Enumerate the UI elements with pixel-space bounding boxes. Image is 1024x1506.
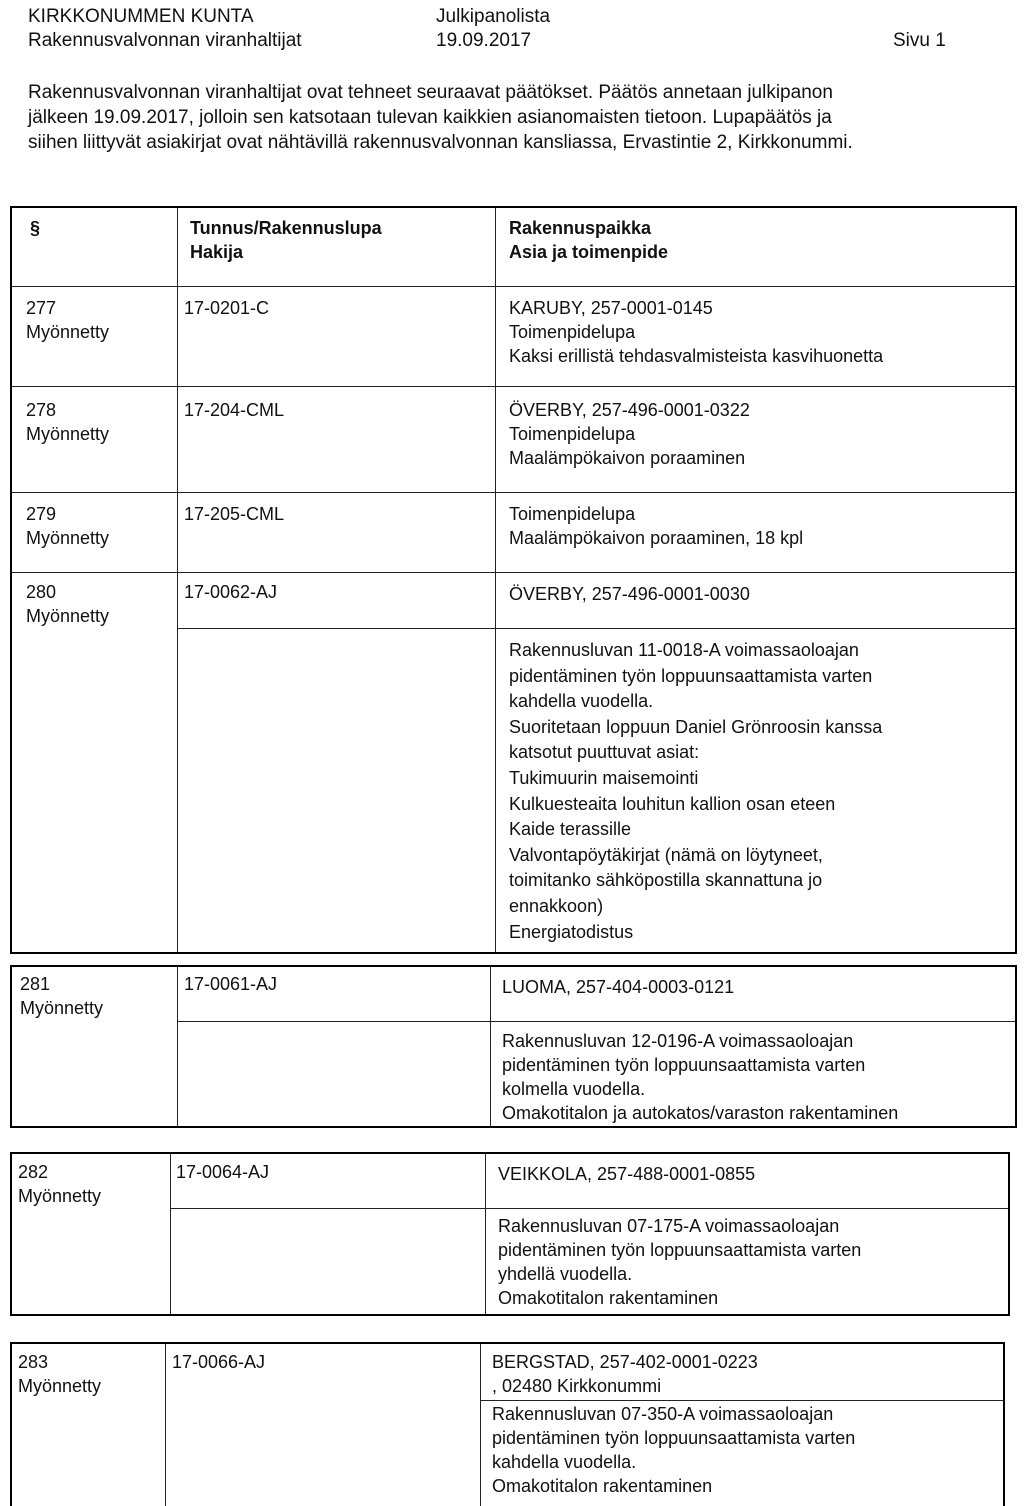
decision-details: Rakennusluvan 11-0018-A voimassaoloajan pidentäminen työn loppuunsaattamista varten kahdella vuodella. Suoritetaan loppuun Daniel Grönroosin kanssa katsotut puuttuvat asiat: Tukimuurin maisemointi Kulkuesteaita louhitun kallion osan eteen Kaide terassille Valvontapöytäkirjat (nämä on löytyneet, toimitanko sähköpostilla skannattuna jo ennakkoon) Energiatodistus: [509, 640, 883, 942]
column-divider: [177, 208, 178, 952]
column-divider: [495, 208, 496, 952]
department-name: Rakennusvalvonnan viranhaltijat: [28, 30, 302, 51]
building-location: ÖVERBY, 257-496-0001-0030: [509, 584, 750, 604]
intro-line: Rakennusvalvonnan viranhaltijat ovat tehneet seuraavat päätökset. Päätös annetaan julkipanon: [28, 82, 833, 103]
decisions-table-282: [10, 1152, 1010, 1316]
table-row: [12, 386, 1015, 387]
column-divider: [480, 1344, 481, 1506]
column-divider: [490, 967, 491, 1126]
decision-number: 280 Myönnetty: [26, 582, 110, 626]
decision-details: Rakennusluvan 12-0196-A voimassaoloajan pidentäminen työn loppuunsaattamista varten kolmella vuodella. Omakotitalon ja autokatos/varaston rakentaminen: [502, 1031, 899, 1123]
decision-details: Toimenpidelupa Maalämpökaivon poraaminen, 18 kpl: [509, 504, 804, 548]
permit-id: 17-205-CML: [184, 504, 285, 524]
decisions-table-main: [10, 206, 1017, 954]
document-date: 19.09.2017: [436, 30, 532, 51]
permit-id: 17-0062-AJ: [184, 582, 278, 602]
location-column-header: Rakennuspaikka Asia ja toimenpide: [509, 218, 669, 262]
decisions-table-283: [10, 1342, 1005, 1506]
permit-id: 17-204-CML: [184, 400, 285, 420]
intro-line: jälkeen 19.09.2017, jolloin sen katsotaan tulevan kaikkien asianomaisten tietoon. Lupapäätös ja: [28, 107, 832, 128]
cell-divider: [480, 1400, 1003, 1401]
permit-id: 17-0066-AJ: [172, 1352, 266, 1372]
cell-divider: [170, 1208, 1008, 1209]
page-number: Sivu 1: [893, 30, 946, 51]
cell-divider: [177, 1021, 1015, 1022]
decisions-table-281: [10, 965, 1017, 1128]
permit-id: 17-0064-AJ: [176, 1162, 270, 1182]
decision-number: 277 Myönnetty: [26, 298, 110, 342]
table-row: [12, 572, 1015, 573]
decision-number: 282 Myönnetty: [18, 1162, 102, 1206]
table-row: [12, 286, 1015, 287]
decision-details: Rakennusluvan 07-175-A voimassaoloajan pidentäminen työn loppuunsaattamista varten yhdellä vuodella. Omakotitalon rakentaminen: [498, 1216, 862, 1308]
permit-id: 17-0061-AJ: [184, 974, 278, 994]
decision-number: 278 Myönnetty: [26, 400, 110, 444]
decision-number: 281 Myönnetty: [20, 974, 104, 1018]
column-divider: [165, 1344, 166, 1506]
municipality-name: KIRKKONUMMEN KUNTA: [28, 6, 254, 27]
column-divider: [170, 1154, 171, 1314]
column-divider: [177, 967, 178, 1126]
decision-number: 279 Myönnetty: [26, 504, 110, 548]
building-location: BERGSTAD, 257-402-0001-0223 , 02480 Kirkkonummi: [492, 1352, 758, 1396]
intro-paragraph: [28, 80, 1003, 155]
table-row: [12, 492, 1015, 493]
document-title: Julkipanolista: [436, 6, 551, 27]
building-location: LUOMA, 257-404-0003-0121: [502, 977, 735, 997]
decision-details: KARUBY, 257-0001-0145 Toimenpidelupa Kaksi erillistä tehdasvalmisteista kasvihuonetta: [509, 298, 884, 366]
decision-details: Rakennusluvan 07-350-A voimassaoloajan pidentäminen työn loppuunsaattamista varten kahdella vuodella. Omakotitalon rakentaminen: [492, 1404, 856, 1496]
decision-details: ÖVERBY, 257-496-0001-0322 Toimenpidelupa Maalämpökaivon poraaminen: [509, 400, 750, 468]
section-symbol-header: §: [30, 218, 41, 238]
cell-divider: [177, 628, 1015, 629]
decision-number: 283 Myönnetty: [18, 1352, 102, 1396]
permit-id: 17-0201-C: [184, 298, 270, 318]
column-divider: [485, 1154, 486, 1314]
intro-line: siihen liittyvät asiakirjat ovat nähtävillä rakennusvalvonnan kansliassa, Ervastintie 2, Kirkkonummi.: [28, 132, 853, 153]
permit-column-header: Tunnus/Rakennuslupa Hakija: [190, 218, 382, 262]
building-location: VEIKKOLA, 257-488-0001-0855: [498, 1164, 756, 1184]
